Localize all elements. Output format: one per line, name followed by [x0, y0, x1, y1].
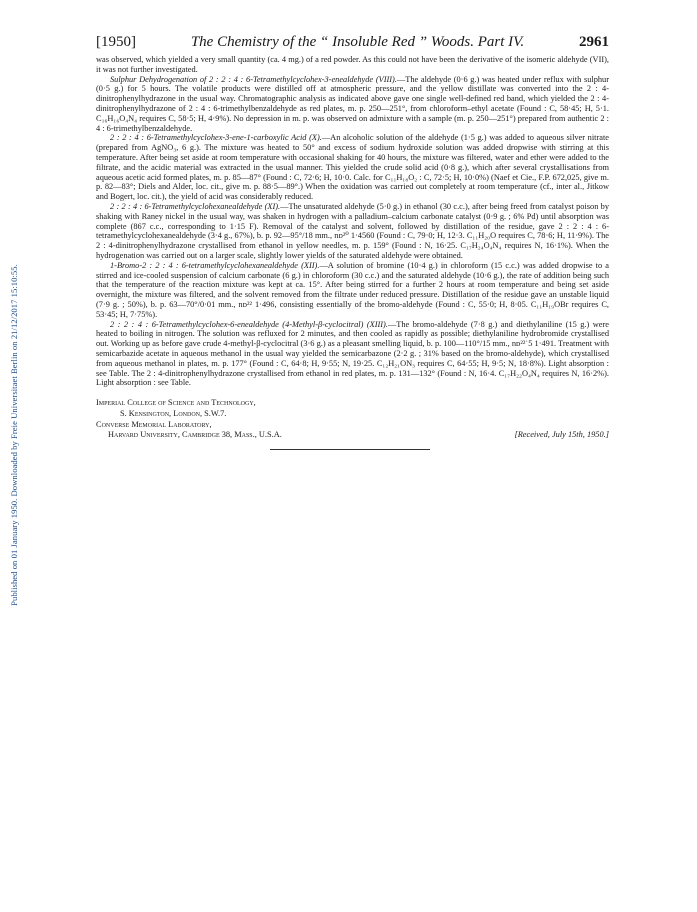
- paragraph-text: —A solution of bromine (10·4 g.) in chloroform (15 c.c.) was added dropwise to a stirred and ice-cooled suspension of calcium carbonate (6 g.) in chloroform (30 c.c.) and the saturated aldehyde (10·6 g.), the rate of addition being such that the temperature of the reaction mixture was kept at ca. 15°. After being stirred for a further 2 hours at room temperature and being set aside overnight, the mixture was filtered, and the solvent removed from the filtrate under reduced pressure. Distillation of the residue gave an unstable liquid (7·9 g. ; 50%), b. p. 63—70°/0·01 mm., nᴅ²² 1·496, consisting essentially of the bromo-aldehyde (Found : C, 55·0; H, 8·05. C₁₁H₁₉OBr requires C, 53·45; H, 7·75%).: [96, 260, 609, 319]
- paragraph-heading: 2 : 2 : 4 : 6-Tetramethylcyclohex-6-enealdehyde (4-Methyl-β-cyclocitral) (XIII).: [110, 319, 388, 329]
- paragraph-text: —The bromo-aldehyde (7·8 g.) and diethylaniline (15 g.) were heated to boiling in nitrogen. The solution was refluxed for 2 minutes, and then cooled as rapidly as possible; diethylaniline hydrobromide crystallised out. Working up as before gave crude 4-methyl-β-cyclocitral (3·6 g.) as a pleasant smelling liquid, b. p. 100—110°/15 mm., nᴅ²²˙5 1·491. Treatment with semicarbazide acetate in aqueous methanol in the usual way yielded the semicarbazone (2·2 g. ; 31% based on the bromo-aldehyde), which crystallised from aqueous methanol in plates, m. p. 177° (Found : C, 64·8; H, 9·55; N, 19·25. C₁₂H₂₁ON₃ requires C, 64·55; H, 9·5; N, 18·8%). Light absorption : see Table. The 2 : 4-dinitrophenylhydrazone crystallised from ethanol in red plates, m. p. 131—132° (Found : N, 16·4. C₁₇H₂₂O₄N₄ requires N, 16·2%). Light absorption : see Table.: [96, 319, 609, 388]
- paragraph-text: —An alcoholic solution of the aldehyde (1·5 g.) was added to aqueous silver nitrate (prepared from AgNO₃, 6 g.). The mixture was heated to 50° and excess of sodium hydroxide solution was added dropwise with stirring at this temperature. After being set aside at room temperature with occasional shaking for 40 hours, the mixture was filtered, water and ether were added to the filtrate, and the acidic material was extracted in the usual manner. This yielded the crude solid acid (0·8 g.), which after several crystallisations from aqueous acetic acid formed plates, m. p. 85—87° (Found : C, 72·6; H, 10·0. Calc. for C₁₁H₁₈O₂ : C, 72·5; H, 10·0%) (Naef et Cie., F.P. 672,025, give m. p. 82—83°; Diels and Alder, loc. cit., give m. p. 88·5—89°.) When the oxidation was carried out completely at room temperature (cf., inter al., Jitkow and Bogert, loc. cit.), the yield of acid was considerably reduced.: [96, 133, 609, 202]
- header-title: The Chemistry of the “ Insoluble Red ” Woods. Part IV.: [190, 34, 525, 50]
- header-year: [1950]: [96, 34, 136, 50]
- paragraph: [96, 320, 609, 389]
- download-notice-sidebar: [2, 0, 26, 912]
- address-line: Converse Memorial Laboratory,: [96, 419, 212, 429]
- body-text: [96, 55, 609, 388]
- running-header: [96, 34, 609, 51]
- paragraph: [96, 75, 609, 134]
- received-date: [Received, July 15th, 1950.]: [514, 430, 609, 440]
- address-line: Harvard University, Cambridge 38, Mass., U.S.A.: [108, 430, 282, 440]
- paragraph-text: was observed, which yielded a very small quantity (ca. 4 mg.) of a red powder. As this could not have been the derivative of the isomeric aldehyde (VII), it was not further investigated.: [96, 55, 609, 74]
- paragraph: [96, 133, 609, 202]
- paragraph: [96, 55, 609, 75]
- paragraph-heading: 2 : 2 : 4 : 6-Tetramethylcyclohexanealdehyde (XI).: [110, 201, 281, 211]
- download-notice: Published on 01 January 1950. Downloaded by Freie Universitaet Berlin on 21/12/2017 15:10:55.: [9, 264, 19, 606]
- paragraph-heading: 2 : 2 : 4 : 6-Tetramethylcyclohex-3-ene-1-carboxylic Acid (X).: [110, 133, 322, 143]
- page-number: 2961: [579, 34, 609, 50]
- paragraph-heading: Sulphur Dehydrogenation of 2 : 2 : 4 : 6-Tetramethylcyclohex-3-enealdehyde (VIII).: [110, 74, 397, 84]
- article-page: [96, 34, 609, 450]
- paragraph-text: —The unsaturated aldehyde (5·0 g.) in ethanol (30 c.c.), after being freed from catalyst poison by shaking with Raney nickel in the usual way, was shaken in hydrogen with a palladium–calcium carbonate catalyst (0·9 g. ; 6% Pd) until absorption was complete (867 c.c., corresponding to 1·15 F). Removal of the catalyst and solvent, followed by distillation of the residue, gave 2 : 2 : 4 : 6-tetramethylcyclohexanealdehyde (3·4 g., 67%), b. p. 92—95°/18 mm., nᴅ²⁰ 1·4560 (Found : C, 79·0; H, 12·3. C₁₁H₂₀O requires C, 78·6; H, 11·9%). The 2 : 4-dinitrophenylhydrazone crystallised from ethanol in yellow needles, m. p. 159° (Found : N, 16·25. C₁₇H₂₄O₄N₄ requires N, 16·1%). When the hydrogenation was carried out on a larger scale, slightly lower yields of the saturated aldehyde were obtained.: [96, 201, 609, 260]
- author-address-block: [96, 398, 609, 441]
- paragraph-heading: 1-Bromo-2 : 2 : 4 : 6-tetramethylcyclohexanealdehyde (XII).: [110, 260, 320, 270]
- address-row: [96, 430, 609, 441]
- end-rule: [270, 449, 430, 450]
- paragraph: [96, 261, 609, 320]
- address-line: Imperial College of Science and Technology,: [96, 398, 256, 408]
- paragraph-text: —The aldehyde (0·6 g.) was heated under reflux with sulphur (0·5 g.) for 5 hours. The volatile products were distilled off at atmospheric pressure, and the yellow distillate was converted into the 2 : 4-dinitrophenylhydrazone in the usual way. Chromatographic analysis as indicated above gave one single well-defined red band, which yielded the 2 : 4-dinitrophenylhydrazone of 2 : 4 : 6-trimethylbenzaldehyde as red plates, m. p. 250—251°, from chloroform–ethyl acetate (Found : C, 58·45; H, 5·1. C₁₆H₁₆O₄N₄ requires C, 58·5; H, 4·9%). No depression in m. p. was observed on admixture with a sample (m. p. 250—251°) prepared from authentic 2 : 4 : 6-trimethylbenzaldehyde.: [96, 74, 609, 133]
- address-line: S. Kensington, London, S.W.7.: [120, 408, 227, 418]
- paragraph: [96, 202, 609, 261]
